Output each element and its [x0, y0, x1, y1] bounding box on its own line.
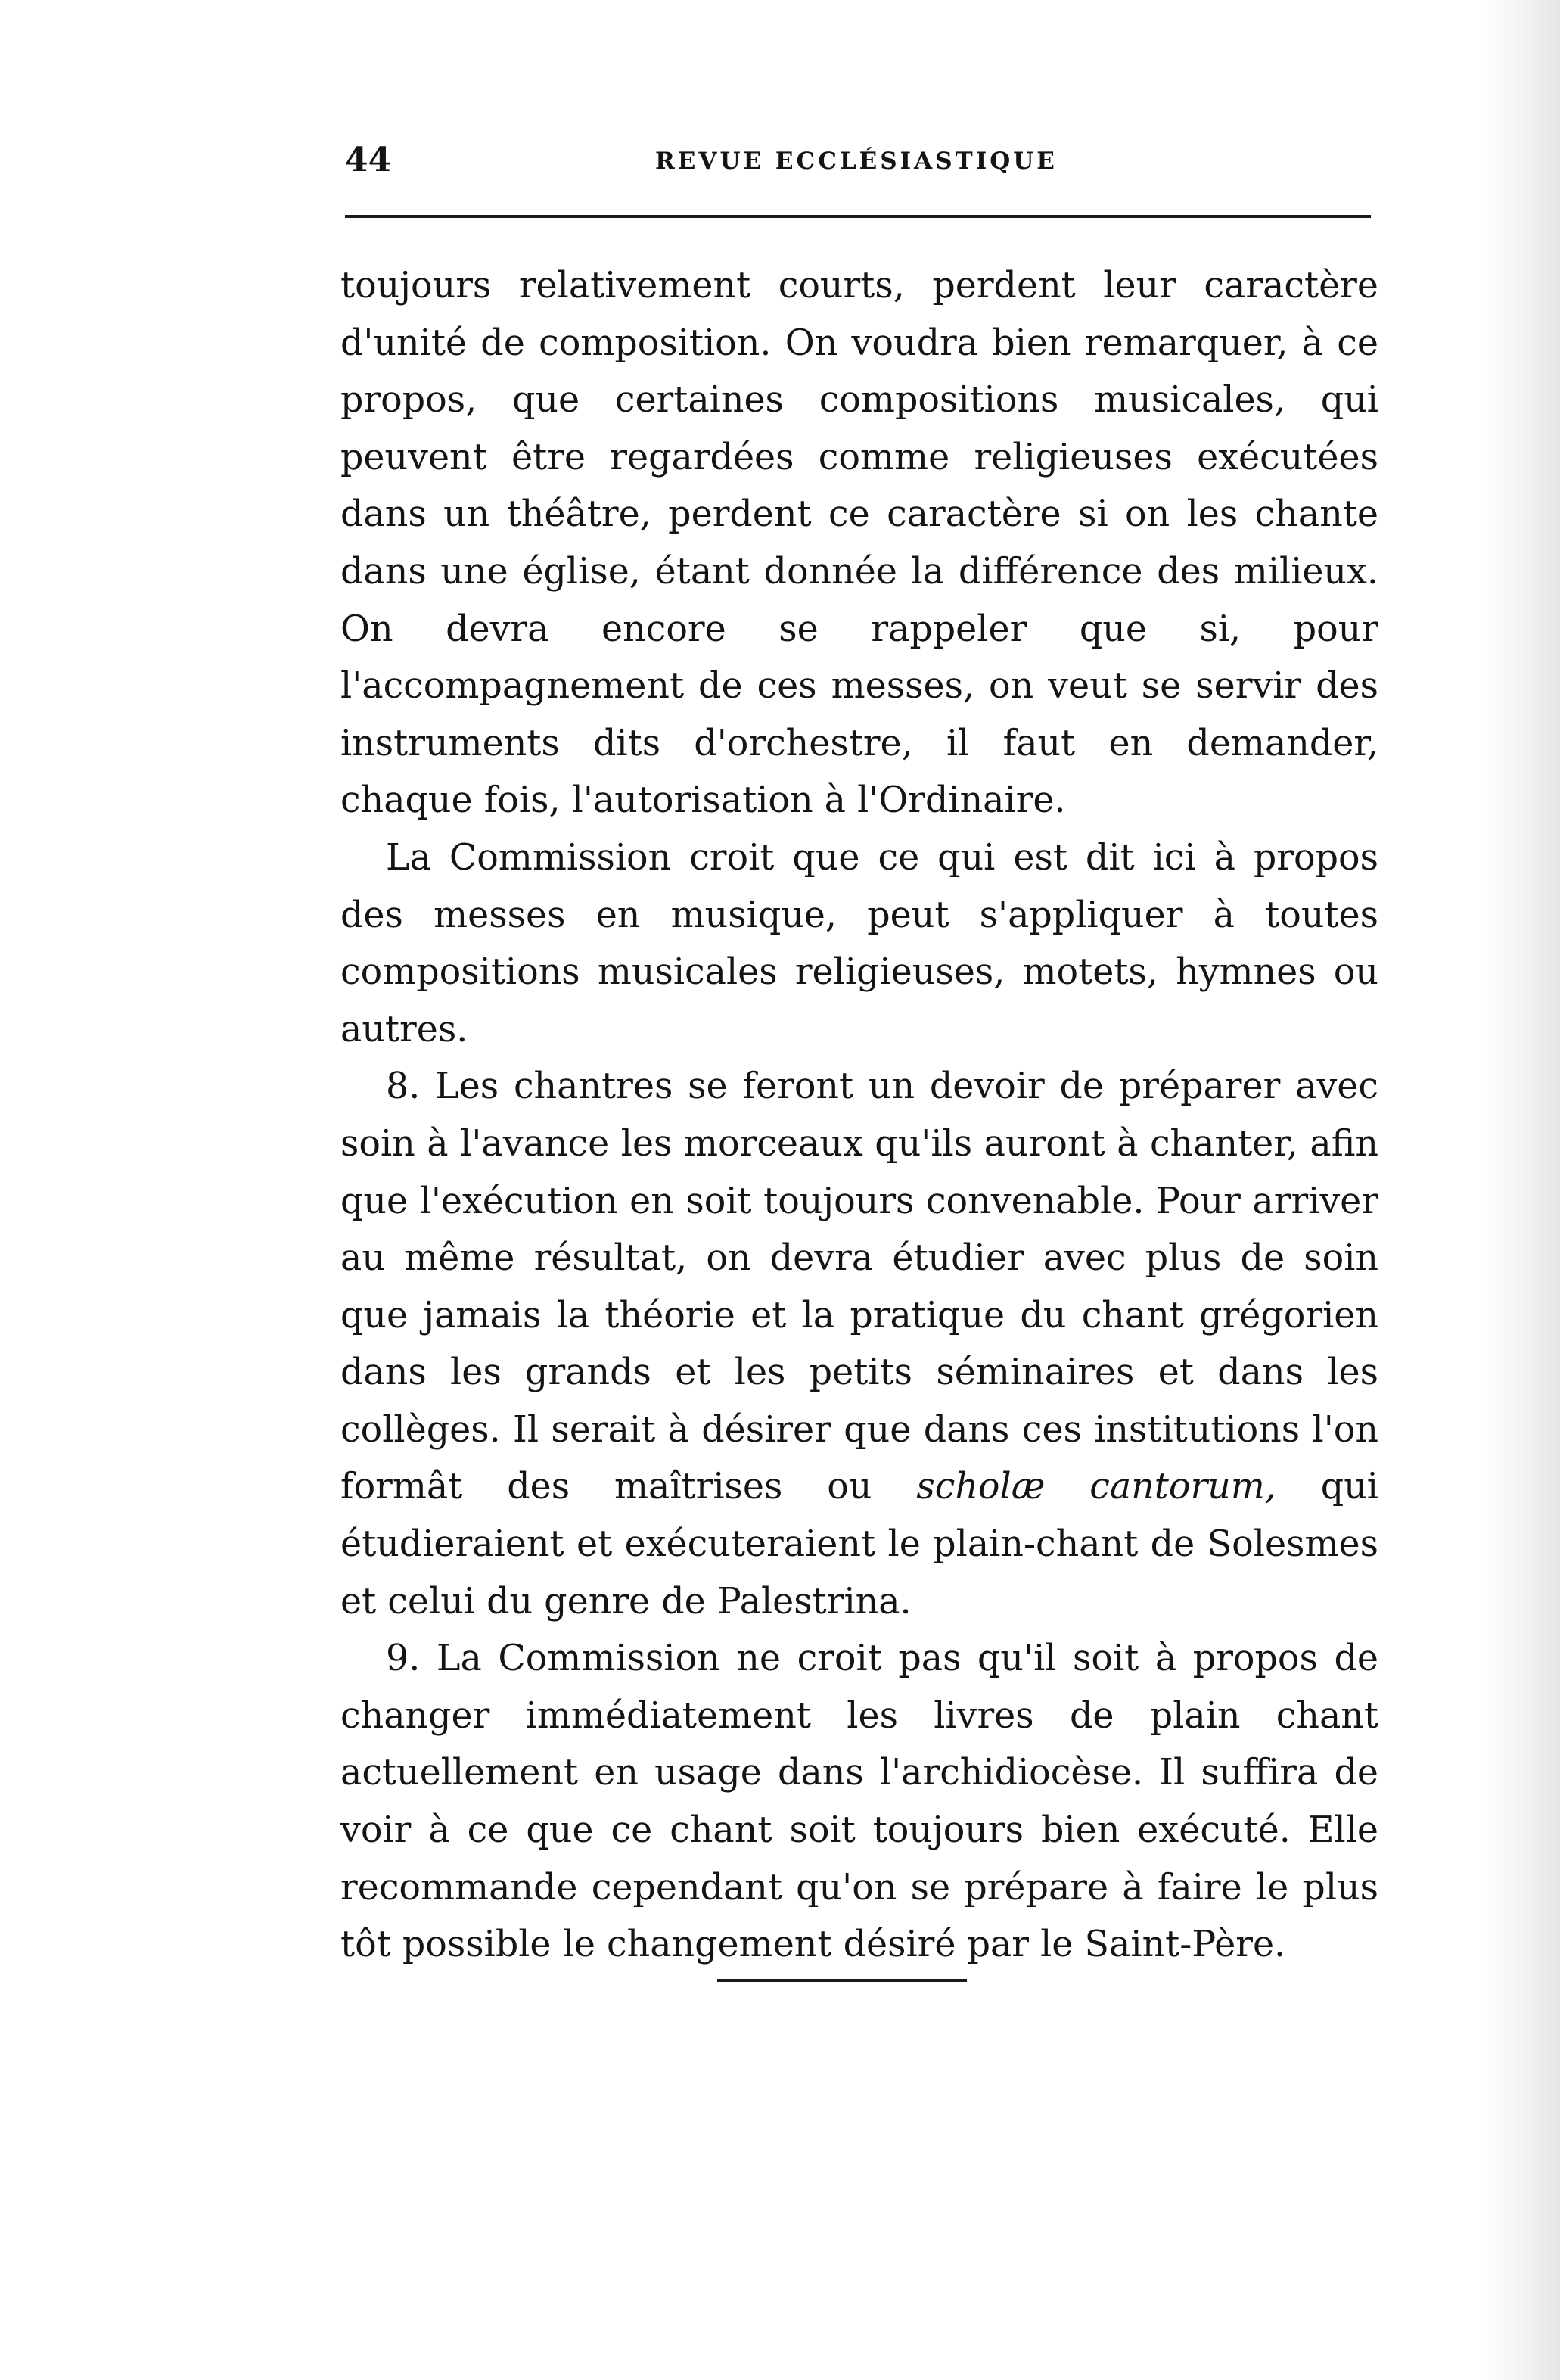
running-header [345, 138, 1371, 183]
page-number: 44 [345, 141, 392, 179]
paragraph-commission-note: La Commission croit que ce qui est dit ici à propos des messes en musique, peut s'appliquer à toutes compositions musicales religieuses, motets, hymnes ou autres. [340, 836, 1378, 1050]
header-rule [345, 215, 1371, 218]
paragraph-continuation: toujours relativement courts, perdent leur caractère d'unité de composition. On voudra bien remarquer, à ce propos, que certaines compositions musicales, qui peuvent être regardées comme religieuses exécutées dans un théâtre, perdent ce caractère si on les chante dans une église, étant donnée la différence des milieux. On devra encore se rappeler que si, pour l'accompagnement de ces messes, on veut se servir des instruments dits d'orchestre, il faut en demander, chaque fois, l'autorisation à l'Ordinaire. [340, 265, 1378, 822]
italic-term-scholae-cantorum: scholæ cantorum, [916, 1466, 1276, 1508]
running-title: REVUE ECCLÉSIASTIQUE [655, 148, 1058, 175]
body-text [340, 257, 1378, 1974]
paragraph-item-8-text-b: qui étudieraient et exécuteraient le plain-chant de Solesmes et celui du genre de Palestrina. [340, 1466, 1378, 1622]
paragraph-item-8-text-a: 8. Les chantres se feront un devoir de préparer avec soin à l'avance les morceaux qu'ils auront à chanter, afin que l'exécution en soit toujours convenable. Pour arriver au même résultat, on devra étudier avec plus de soin que jamais la théorie et la pratique du chant grégorien dans les grands et les petits séminaires et dans les collèges. Il serait à désirer que dans ces institutions l'on formât des maîtrises ou [340, 1066, 1378, 1508]
paragraph-item-8 [340, 1058, 1378, 1630]
end-rule [717, 1979, 967, 1982]
paragraph-item-9: 9. La Commission ne croit pas qu'il soit à propos de changer immédiatement les livres de plain chant actuellement en usage dans l'archidiocèse. Il suffira de voir à ce que ce chant soit toujours bien exécuté. Elle recommande cependant qu'on se prépare à faire le plus tôt possible le changement désiré par le Saint-Père. [340, 1638, 1378, 1966]
page-edge-shadow [1477, 0, 1560, 2380]
